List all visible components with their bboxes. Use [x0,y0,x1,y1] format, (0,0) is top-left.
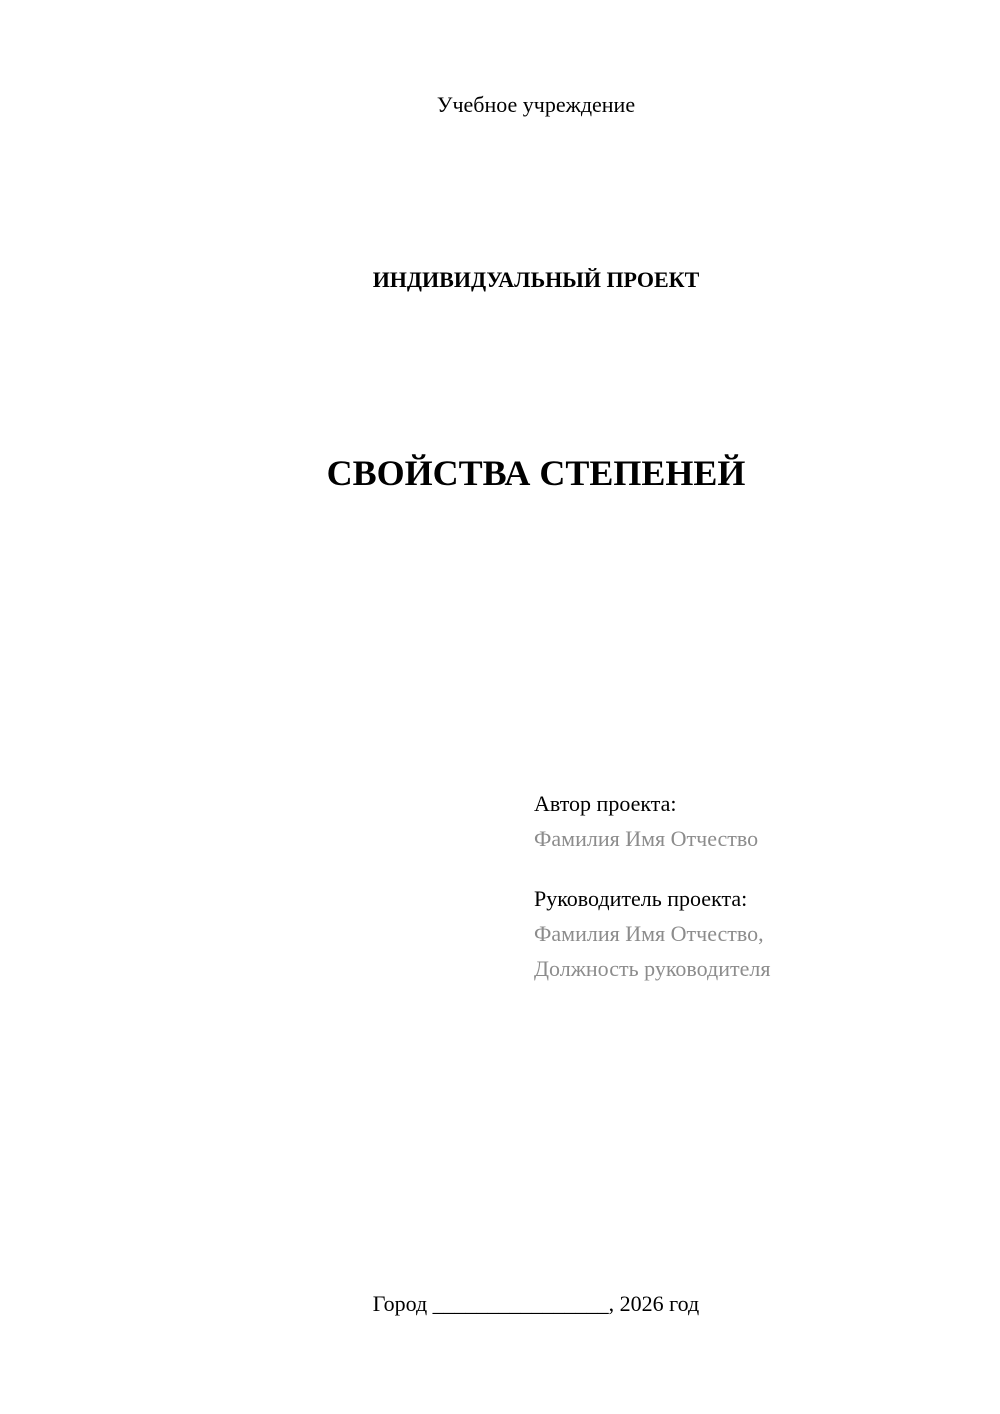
document-type-heading: ИНДИВИДУАЛЬНЫЙ ПРОЕКТ [372,267,700,292]
supervisor-position: Должность руководителя [534,956,771,981]
city-year-line: Город ________________, 2026 год [372,1291,700,1316]
institution-name: Учебное учреждение [436,92,636,117]
author-label: Автор проекта: [534,791,677,816]
supervisor-name: Фамилия Имя Отчество, [534,921,764,946]
credits-spacer [534,856,974,881]
author-name: Фамилия Имя Отчество [534,826,759,851]
supervisor-label: Руководитель проекта: [534,886,748,911]
project-title: СВОЙСТВА СТЕПЕНЕЙ [326,453,746,493]
credits-block [534,786,974,986]
